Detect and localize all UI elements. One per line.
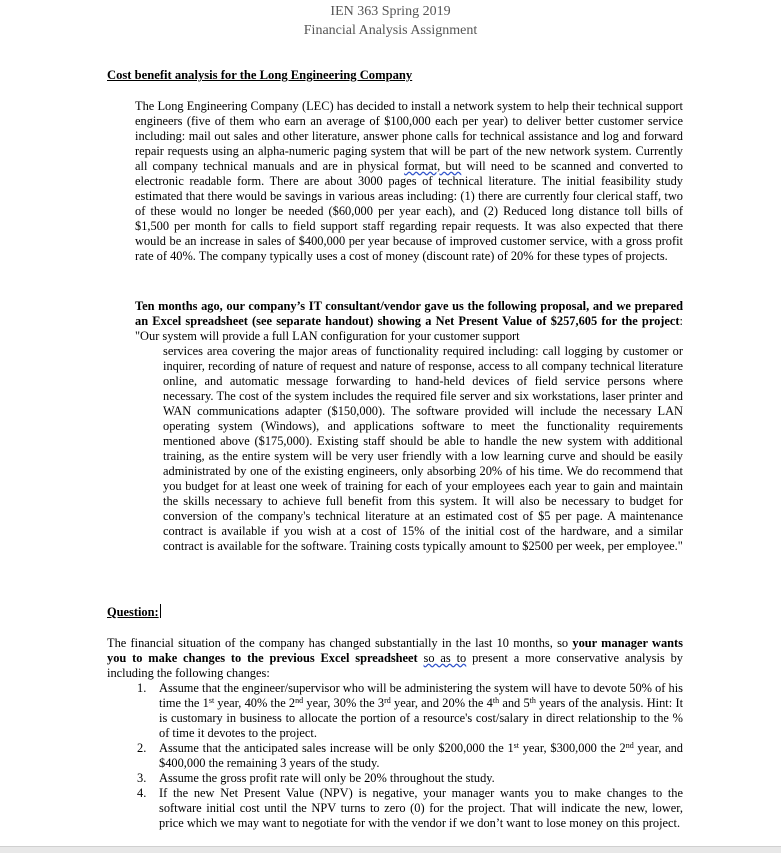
paragraph-text: present a more conservative analysis by including the following changes: xyxy=(107,651,683,680)
list-number: 1. xyxy=(137,681,147,695)
list-text: Assume the gross profit rate will only be 20% throughout the study. xyxy=(159,771,495,785)
changes-list xyxy=(107,681,683,831)
list-text: year, and 20% the 4 xyxy=(390,696,493,710)
header-course: IEN 363 Spring 2019 xyxy=(330,4,451,19)
list-number: 3. xyxy=(137,771,147,785)
paragraph-background xyxy=(135,99,683,264)
ordinal-suffix: nd xyxy=(295,696,304,705)
text-cursor xyxy=(160,604,161,618)
grammar-flagged-text[interactable]: so as to xyxy=(423,651,467,665)
list-text: Assume that the engineer/supervisor who will be administering the system will have to devote 50% of his time the 1 xyxy=(159,681,683,710)
list-number: 4. xyxy=(137,786,147,800)
proposal-quote-start: : "Our system will provide a full LAN configuration for your customer support xyxy=(135,314,683,343)
list-text: year, 30% the 3 xyxy=(303,696,385,710)
grammar-flagged-text[interactable]: format, but xyxy=(404,159,462,173)
ordinal-suffix: nd xyxy=(625,741,634,750)
section-title: Cost benefit analysis for the Long Engineering Company xyxy=(107,68,413,82)
list-text: year, 40% the 2 xyxy=(214,696,296,710)
paragraph-question xyxy=(107,636,683,681)
list-item xyxy=(107,786,683,831)
ordinal-suffix: rd xyxy=(384,696,391,705)
manager-request: your manager wants you to make changes to the previous Excel spreadsheet xyxy=(107,636,683,665)
ordinal-suffix: st xyxy=(208,696,215,705)
paragraph-text: will need to be scanned and converted to electronic readable form. There are about 3000 pages of technical literature. The initial feasibility study estimated that there would be savings in various areas including: (1) there are currently four clerical staff, two of these would no longer be needed ($60,000 per year each), and (2) Reduced long distance toll bills of $1,500 per month for calls to field support staff regarding repair requests. It was also expected that there would be an increase in sales of $400,000 per year because of improved customer service, with a gross profit rate of 40%. The company typically uses a cost of money (discount rate) of 20% for these types of projects. xyxy=(135,159,683,263)
list-text: year, $300,000 the 2 xyxy=(518,741,626,755)
list-number: 2. xyxy=(137,741,147,755)
header-assignment: Financial Analysis Assignment xyxy=(303,23,478,38)
list-text: If the new Net Present Value (NPV) is negative, your manager wants you to make changes to the software initial cost until the NPV turns to zero (0) for the project. That will indicate the new, lower, price which we may want to negotiate for with the vendor if we don’t want to lose money on this project. xyxy=(159,786,683,830)
proposal-quote: services area covering the major areas of functionality required including: call logging by customer or inquirer, recording of nature of request and nature of response, access to all company technical literature online, and automatic message forwarding to hand-held devices of field service persons where necessary. The cost of the system includes the required file server and six workstations, laser printer and WAN communications adapter ($150,000). The software provided will include the necessary LAN operating system (Windows), and applications software to meet the functionality requirements mentioned above ($175,000). Existing staff should be able to handle the new system with additional training, as the entire system will be very user friendly with a low learning curve and should be easily administrated by one of the existing engineers, only absorbing 20% of his time. We do recommend that you budget for at least one week of training for each of your employees each year to gain and maintain the skills necessary to achieve full benefit from this system. It will also be necessary to budget for conversion of the company's technical literature at an estimated cost of $5 per page. A maintenance contract is available if you wish at a cost of 15% of the initial cost of the hardware, and a similar contract is available for the software. Training costs typically amount to $2500 per week, per employee." xyxy=(163,344,683,553)
paragraph-text: The financial situation of the company has changed substantially in the last 10 months, so xyxy=(107,636,573,650)
list-item xyxy=(107,741,683,771)
list-text: and 5 xyxy=(499,696,530,710)
ordinal-suffix: th xyxy=(529,696,536,705)
list-item xyxy=(107,771,683,786)
proposal-lead: Ten months ago, our company’s IT consultant/vendor gave us the following proposal, and we prepared an Excel spreadsheet (see separate handout) showing a Net Present Value of $257,605 for the project xyxy=(135,299,683,328)
paragraph-text: The Long Engineering Company (LEC) has decided to install a network system to help their technical support engineers (five of them who earn an average of $100,000 each per year) to deliver better customer service including: mail out sales and other literature, answer phone calls for technical assistance and log and forward repair requests using an alpha-numeric paging system that will be part of the new network system. Currently all company technical manuals and are in physical xyxy=(135,99,683,173)
list-text: years of the analysis. Hint: It is customary in business to allocate the portion of a resource's cost/salary in direct relationship to the % of time it devotes to the project. xyxy=(159,696,684,740)
ordinal-suffix: th xyxy=(492,696,500,705)
ordinal-suffix: st xyxy=(513,741,519,750)
list-text: Assume that the anticipated sales increase will be only $200,000 the 1 xyxy=(159,741,514,755)
list-text: year, and $400,000 the remaining 3 years of the study. xyxy=(159,741,683,770)
list-item xyxy=(107,681,683,741)
question-heading-text: Question: xyxy=(107,605,159,619)
question-heading[interactable] xyxy=(107,604,161,620)
paragraph-proposal xyxy=(135,299,683,554)
